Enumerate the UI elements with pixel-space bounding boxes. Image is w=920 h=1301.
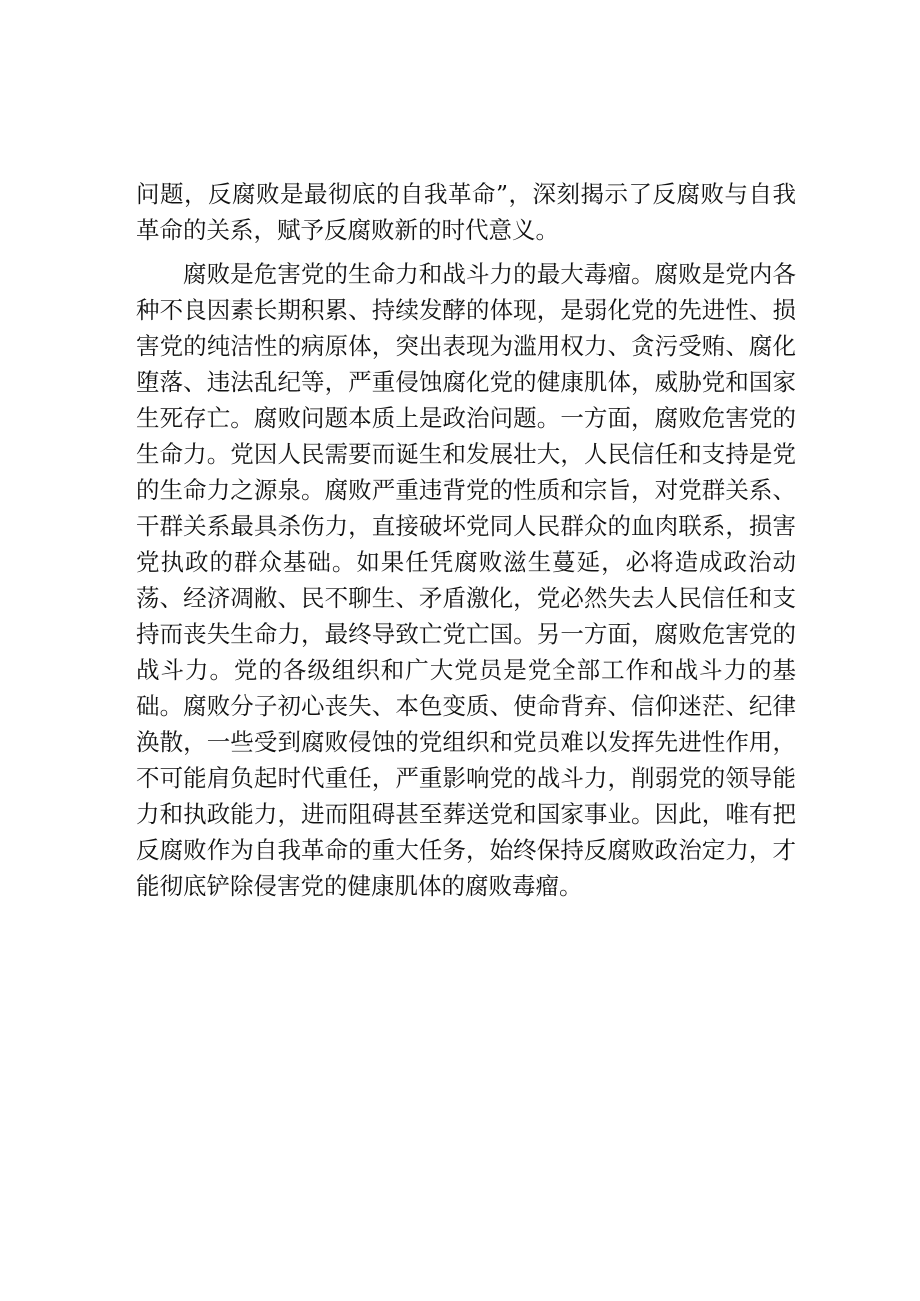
paragraph-1: 问题，反腐败是最彻底的自我革命”，深刻揭示了反腐败与自我革命的关系，赋予反腐败新的时代意义。 — [136, 180, 796, 244]
body-text — [136, 176, 796, 904]
paragraph-gap — [136, 248, 796, 256]
paragraph-2: 腐败是危害党的生命力和战斗力的最大毒瘤。腐败是党内各种不良因素长期积累、持续发酵的体现，是弱化党的先进性、损害党的纯洁性的病原体，突出表现为滥用权力、贪污受贿、腐化堕落、违法乱纪等，严重侵蚀腐化党的健康肌体，威胁党和国家生死存亡。腐败问题本质上是政治问题。一方面，腐败危害党的生命力。党因人民需要而诞生和发展壮大，人民信任和支持是党的生命力之源泉。腐败严重违背党的性质和宗旨，对党群关系、干群关系最具杀伤力，直接破坏党同人民群众的血肉联系，损害党执政的群众基础。如果任凭腐败滋生蔓延，必将造成政治动荡、经济凋敝、民不聊生、矛盾激化，党必然失去人民信任和支持而丧失生命力，最终导致亡党亡国。另一方面，腐败危害党的战斗力。党的各级组织和广大党员是党全部工作和战斗力的基础。腐败分子初心丧失、本色变质、使命背弃、信仰迷茫、纪律涣散，一些受到腐败侵蚀的党组织和党员难以发挥先进性作用，不可能肩负起时代重任，严重影响党的战斗力，削弱党的领导能力和执政能力，进而阻碍甚至葬送党和国家事业。因此，唯有把反腐败作为自我革命的重大任务，始终保持反腐败政治定力，才能彻底铲除侵害党的健康肌体的腐败毒瘤。 — [136, 260, 796, 900]
